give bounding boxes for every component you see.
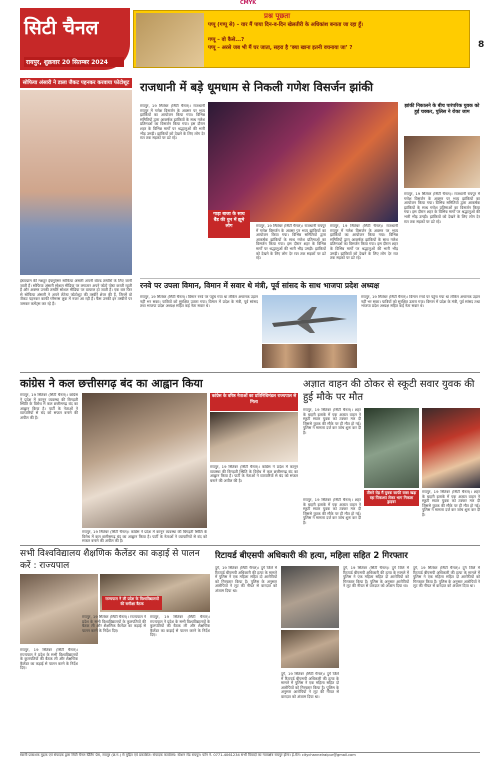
story3-photo-2 xyxy=(210,412,298,462)
story4-body-col1: रायपुर, 19 सितंबर (सिटी चैनल)। शहर के बाहरी इलाके में एक अज्ञात वाहन ने स्कूटी सवार युवक को टक्कर मार दी जिससे युवक की मौके पर ही मौत हो गई। पुलिस ने मामला दर्ज कर जांच शुरू कर दी है। xyxy=(303,408,361,435)
left-banner: सोफिया अंसारी ने डाला जैकट पहनकर करवाया फोटोशूट xyxy=(20,78,132,88)
story6-headline: रिटायर्ड बीएसपी अधिकारी की हत्या, महिला सहित 2 गिरफ्तार xyxy=(215,551,408,561)
ad-line-2: गप्पू – वो कैसे...? xyxy=(208,37,245,43)
story1-body-col2: रायपुर, 19 सितंबर (सिटी चैनल)। राजधानी रायपुर में गणेश विसर्जन के अवसर पर भव्य झांकियों का आयोजन किया गया। विभिन्न समितियों द्वारा आकर्षक झांकियों के साथ गणेश प्रतिमाओं का विसर्जन किया गया। इस दौरान शहर के विभिन्न मार्गों पर श्रद्धालुओं की भारी भीड़ उमड़ी। झांकियों को देखने के लिए लोग देर रात तक सड़कों पर डटे रहे। xyxy=(256,224,326,261)
story6-photo-2 xyxy=(281,630,339,668)
story3-inset: कांग्रेस के वरिष्ठ नेताओं का प्रतिनिधिमंडल राज्यपाल से मिला xyxy=(210,393,298,411)
story4-headline: अज्ञात वाहन की ठोकर से स्कूटी सवार युवक की हुई मौके पर मौत xyxy=(303,379,475,403)
footer-text: स्वामी प्रकाशक मुद्रक एवं संपादक द्वारा सिटी चैनल प्रिंटिंग प्रेस, रायपुर (छ.ग.) से मुद्रित एवं प्रकाशित। संपादक कार्यालय: स्टेशन रोड रायपुर। फोन नं. 0771-4061234 सभी विवादों का न्यायक्षेत्र रायपुर होगा। ई-मेल: citychannelraipur@gmail.com xyxy=(20,753,356,757)
story5-headline: सभी विश्वविद्यालय शैक्षणिक कैलेंडर का कड़ाई से पालन करें : राज्यपाल xyxy=(20,549,200,571)
story4-body-col2: रायपुर, 19 सितंबर (सिटी चैनल)। शहर के बाहरी इलाके में एक अज्ञात वाहन ने स्कूटी सवार युवक को टक्कर मार दी जिससे युवक की मौके पर ही मौत हो गई। पुलिस ने मामला दर्ज कर जांच शुरू कर दी है। xyxy=(303,498,361,525)
story3-photo xyxy=(82,393,207,528)
masthead-date: रायपुर, शुक्रवार 20 सितम्बर 2024 xyxy=(24,57,124,67)
airplane-icon xyxy=(262,295,357,343)
story4-photo-2 xyxy=(422,408,480,488)
story4-photo-1 xyxy=(364,408,419,488)
page-footer xyxy=(20,752,480,765)
cmyk-marker: CMYK xyxy=(240,0,257,6)
story1-body-col3: रायपुर, 19 सितंबर (सिटी चैनल)। राजधानी रायपुर में गणेश विसर्जन के अवसर पर भव्य झांकियों का आयोजन किया गया। विभिन्न समितियों द्वारा आकर्षक झांकियों के साथ गणेश प्रतिमाओं का विसर्जन किया गया। इस दौरान शहर के विभिन्न मार्गों पर श्रद्धालुओं की भारी भीड़ उमड़ी। झांकियों को देखने के लिए लोग देर रात तक सड़कों पर डटे रहे। xyxy=(330,224,398,261)
story1-photo-caption: गाड़ा बाजा के साथ बैंड की धुन में झूमे लोग xyxy=(208,210,250,238)
story1-right-caption: झांकी निकालने के बीच पारंपरिक युवक को हुई चक्कर, पुलिस ने रोका जाम xyxy=(404,104,480,115)
story2-body-col1: रायपुर, 19 सितंबर (सिटी चैनल)। विमान रनवे पर पहुंच गया था लेकिन अचानक उड़ान नहीं भर सका। यात्रियों को सुरक्षित उतारा गया। विमान में प्रदेश के मंत्री, पूर्व सांसद तथा भाजपा प्रदेश अध्यक्ष सहित कई नेता सवार थे। xyxy=(140,295,258,309)
story6-body-col3: दुर्ग, 19 सितंबर (सिटी चैनल)। दुर्ग जिले में रिटायर्ड बीएसपी अधिकारी की हत्या के मामले में पुलिस ने एक महिला सहित दो आरोपियों को गिरफ्तार किया है। पुलिस के अनुसार आरोपियों ने लूट की नीयत से वारदात को अंजाम दिया था। xyxy=(343,566,409,589)
story4-inset: तीसरे रोड़ मैं युवक काफी वक्त खड़ा रहा पिकअप लेकर भाग निकला ड्राइवर xyxy=(364,490,419,506)
story5-body-col2: रायपुर, 19 सितंबर (सिटी चैनल)। राज्यपाल ने प्रदेश के सभी विश्वविद्यालयों के कुलपतियों की बैठक ली और शैक्षणिक कैलेंडर का कड़ाई से पालन करने के निर्देश दिए। xyxy=(82,615,146,633)
story3-body-col3: रायपुर, 19 सितंबर (सिटी चैनल)। कांग्रेस ने प्रदेश में कानून व्यवस्था की बिगड़ती स्थिति के विरोध में कल छत्तीसगढ़ बंद का आह्वान किया है। पार्टी के नेताओं ने व्यापारियों से बंद को सफल बनाने की अपील की है। xyxy=(82,530,207,544)
left-column xyxy=(20,78,132,373)
story3-body-col2: रायपुर, 19 सितंबर (सिटी चैनल)। कांग्रेस ने प्रदेश में कानून व्यवस्था की बिगड़ती स्थिति के विरोध में कल छत्तीसगढ़ बंद का आह्वान किया है। पार्टी के नेताओं ने व्यापारियों से बंद को सफल बनाने की अपील की है। xyxy=(210,465,298,483)
story2-plane-photo xyxy=(262,295,357,343)
ad-line-1: पप्पू (गप्पू से) – यार मैं पाया दिन-व-दिन खेलतीरी के अधिकांश बनाता जा रहा हूँ। xyxy=(208,22,363,28)
ad-heading: प्रश्न पूछता xyxy=(264,12,291,20)
story2-body-col2: रायपुर, 19 सितंबर (सिटी चैनल)। विमान रनवे पर पहुंच गया था लेकिन अचानक उड़ान नहीं भर सका। यात्रियों को सुरक्षित उतारा गया। विमान में प्रदेश के मंत्री, पूर्व सांसद तथा भाजपा प्रदेश अध्यक्ष सहित कई नेता सवार थे। xyxy=(361,295,480,309)
divider-3 xyxy=(20,545,480,546)
story1-right-photo xyxy=(404,136,480,188)
left-photo xyxy=(20,90,132,275)
story1-body-col4: रायपुर, 19 सितंबर (सिटी चैनल)। राजधानी रायपुर में गणेश विसर्जन के अवसर पर भव्य झांकियों का आयोजन किया गया। विभिन्न समितियों द्वारा आकर्षक झांकियों के साथ गणेश प्रतिमाओं का विसर्जन किया गया। इस दौरान शहर के विभिन्न मार्गों पर श्रद्धालुओं की भारी भीड़ उमड़ी। झांकियों को देखने के लिए लोग देर रात तक सड़कों पर डटे रहे। xyxy=(404,192,480,224)
story2-portraits xyxy=(262,344,357,368)
story1-photo xyxy=(208,102,398,222)
story6-body-col4: दुर्ग, 19 सितंबर (सिटी चैनल)। दुर्ग जिले में रिटायर्ड बीएसपी अधिकारी की हत्या के मामले में पुलिस ने एक महिला सहित दो आरोपियों को गिरफ्तार किया है। पुलिस के अनुसार आरोपियों ने लूट की नीयत से वारदात को अंजाम दिया था। xyxy=(413,566,480,589)
page-number: 8 xyxy=(478,40,485,50)
ad-photo xyxy=(136,13,204,67)
top-ad-box xyxy=(133,10,470,68)
ad-line-3: पप्पू – अरसे जब भी मैं घर जाता, सहरा है ‘क्या खाना इतनी वचनाया जा’ ? xyxy=(208,45,353,51)
story3-headline: कांग्रेस ने कल छत्तीसगढ़ बंद का आह्वान किया xyxy=(20,377,203,390)
story3-body-col1: रायपुर, 19 सितंबर (सिटी चैनल)। कांग्रेस ने प्रदेश में कानून व्यवस्था की बिगड़ती स्थिति के विरोध में कल छत्तीसगढ़ बंद का आह्वान किया है। पार्टी के नेताओं ने व्यापारियों से बंद को सफल बनाने की अपील की है। xyxy=(20,393,78,420)
story5-inset: राज्यपाल ने ली प्रदेश के विश्वविद्यालयों की समीक्षा बैठक xyxy=(102,596,162,610)
masthead-title: सिटी चैनल xyxy=(24,17,99,39)
story4-body-col3: रायपुर, 19 सितंबर (सिटी चैनल)। शहर के बाहरी इलाके में एक अज्ञात वाहन ने स्कूटी सवार युवक को टक्कर मार दी जिससे युवक की मौके पर ही मौत हो गई। पुलिस ने मामला दर्ज कर जांच शुरू कर दी है। xyxy=(422,490,480,517)
left-body: इंस्टाग्राम की मशहूर इंफ्लुएंसर सोफिया अंसारी अपनी बोल्ड तस्वीरों के लिए जानी जाती हैं। सोफिया अंसारी सोशल मीडिया पर लगातार अपने फोटो पोस्ट करती रहती हैं और अक्सर उनकी तस्वीरें सोशल मीडिया पर वायरल हो जाती हैं। एक बार फिर से सोफिया अंसारी ने अपने लेटेस्ट फोटोशूट की तस्वीरें शेयर की हैं, जिनमें वो जैकट पहनकर काफी ग्लैमरस लुक में नजर आ रही हैं। फैंस उनकी इन तस्वीरों पर जमकर कमेंट्स कर रहे हैं। xyxy=(20,279,132,306)
story1-headline: राजधानी में बड़े धूमधाम से निकली गणेश विसर्जन झांकी xyxy=(140,80,374,94)
divider-1 xyxy=(140,278,480,279)
story6-body-col2: दुर्ग, 19 सितंबर (सिटी चैनल)। दुर्ग जिले में रिटायर्ड बीएसपी अधिकारी की हत्या के मामले में पुलिस ने एक महिला सहित दो आरोपियों को गिरफ्तार किया है। पुलिस के अनुसार आरोपियों ने लूट की नीयत से वारदात को अंजाम दिया था। xyxy=(281,672,339,699)
story6-photo-1 xyxy=(281,566,339,628)
masthead xyxy=(20,8,130,70)
story6-body-col1: दुर्ग, 19 सितंबर (सिटी चैनल)। दुर्ग जिले में रिटायर्ड बीएसपी अधिकारी की हत्या के मामले में पुलिस ने एक महिला सहित दो आरोपियों को गिरफ्तार किया है। पुलिस के अनुसार आरोपियों ने लूट की नीयत से वारदात को अंजाम दिया था। xyxy=(215,566,277,593)
story2-headline: रनवे पर उपला विमान, विमान में सवार थे मंत्री, पूर्व सांसद के साथ भाजपा प्रदेश अध्यक्ष xyxy=(140,281,380,290)
story5-body-col3: रायपुर, 19 सितंबर (सिटी चैनल)। राज्यपाल ने प्रदेश के सभी विश्वविद्यालयों के कुलपतियों की बैठक ली और शैक्षणिक कैलेंडर का कड़ाई से पालन करने के निर्देश दिए। xyxy=(150,615,210,638)
divider-2 xyxy=(20,372,480,373)
story5-body-col1: रायपुर, 19 सितंबर (सिटी चैनल)। राज्यपाल ने प्रदेश के सभी विश्वविद्यालयों के कुलपतियों की बैठक ली और शैक्षणिक कैलेंडर का कड़ाई से पालन करने के निर्देश दिए। xyxy=(20,648,78,671)
story1-body-col1: रायपुर, 19 सितंबर (सिटी चैनल)। राजधानी रायपुर में गणेश विसर्जन के अवसर पर भव्य झांकियों का आयोजन किया गया। विभिन्न समितियों द्वारा आकर्षक झांकियों के साथ गणेश प्रतिमाओं का विसर्जन किया गया। इस दौरान शहर के विभिन्न मार्गों पर श्रद्धालुओं की भारी भीड़ उमड़ी। झांकियों को देखने के लिए लोग देर रात तक सड़कों पर डटे रहे। xyxy=(140,104,205,141)
